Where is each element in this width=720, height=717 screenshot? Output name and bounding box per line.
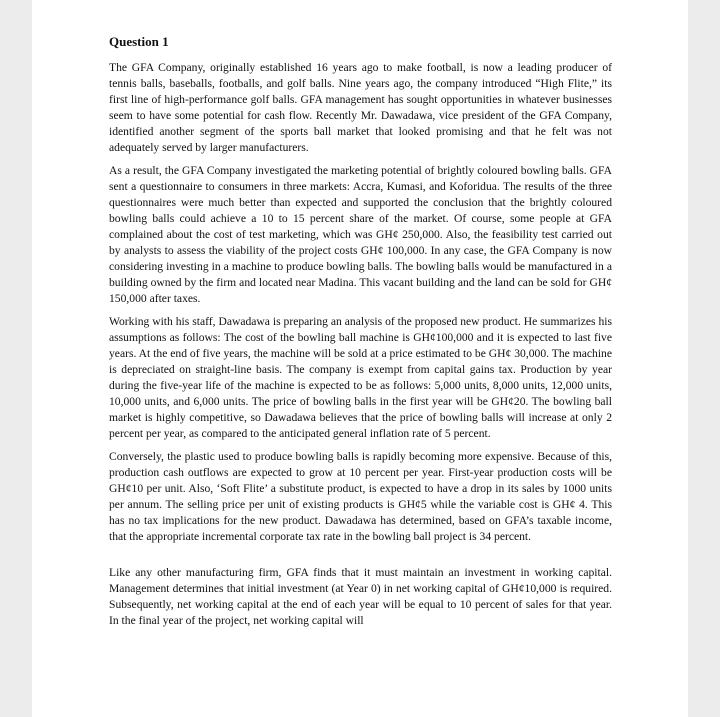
paragraph-4: Conversely, the plastic used to produce bowling balls is rapidly becoming more expensive. Because of this, production cash outflows are expected to grow at 10 percent per year. First-year production costs will be GH¢10 per unit. Also, ‘Soft Flite’ a substitute product, is expected to have a drop in its sales by 1000 units per annum. The selling price per unit of existing products is GH¢5 while the variable cost is GH¢ 4. This has no tax implications for the new product. Dawadawa has determined, based on GFA’s taxable income, that the appropriate incremental corporate tax rate in the bowling ball project is 34 percent. <box>109 450 612 543</box>
question-title: Question 1 <box>109 34 169 49</box>
paragraph-3: Working with his staff, Dawadawa is preparing an analysis of the proposed new product. He summarizes his assumptions as follows: The cost of the bowling ball machine is GH¢100,000 and it is expected to last five years. At the end of five years, the machine will be sold at a price estimated to be GH¢ 30,000. The machine is depreciated on straight-line basis. The company is exempt from capital gains tax. Production by year during the five-year life of the machine is expected to be as follows: 5,000 units, 8,000 units, 12,000 units, 10,000 units, and 6,000 units. The price of bowling balls in the first year will be GH¢20. The bowling ball market is highly competitive, so Dawadawa believes that the price of bowling balls will increase at only 2 percent per year, as compared to the anticipated general inflation rate of 5 percent. <box>109 315 612 440</box>
document-body <box>109 34 612 636</box>
paragraph-5: Like any other manufacturing firm, GFA finds that it must maintain an investment in working capital. Management determines that initial investment (at Year 0) in net working capital of GH¢10,000 is required. Subsequently, net working capital at the end of each year will be equal to 10 percent of sales for that year. In the final year of the project, net working capital will <box>109 566 612 627</box>
paragraph-1: The GFA Company, originally established 16 years ago to make football, is now a leading producer of tennis balls, baseballs, footballs, and golf balls. Nine years ago, the company introduced “High Flite,” its first line of high-performance golf balls. GFA management has sought opportunities in whatever businesses seem to have some potential for cash flow. Recently Mr. Dawadawa, vice president of the GFA Company, identified another segment of the sports ball market that looked promising and that he felt was not adequately served by larger manufacturers. <box>109 61 612 154</box>
paragraph-2: As a result, the GFA Company investigated the marketing potential of brightly coloured bowling balls. GFA sent a questionnaire to consumers in three markets: Accra, Kumasi, and Koforidua. The results of the three questionnaires were much better than expected and supported the conclusion that the brightly coloured bowling balls could achieve a 10 to 15 percent share of the market. Of course, some people at GFA complained about the cost of test marketing, which was GH¢ 250,000. Also, the feasibility test carried out by analysts to assess the viability of the project costs GH¢ 100,000. In any case, the GFA Company is now considering investing in a machine to produce bowling balls. The bowling balls would be manufactured in a building owned by the firm and located near Madina. This vacant building and the land can be sold for GH¢ 150,000 after taxes. <box>109 164 612 305</box>
document-page <box>32 0 688 717</box>
